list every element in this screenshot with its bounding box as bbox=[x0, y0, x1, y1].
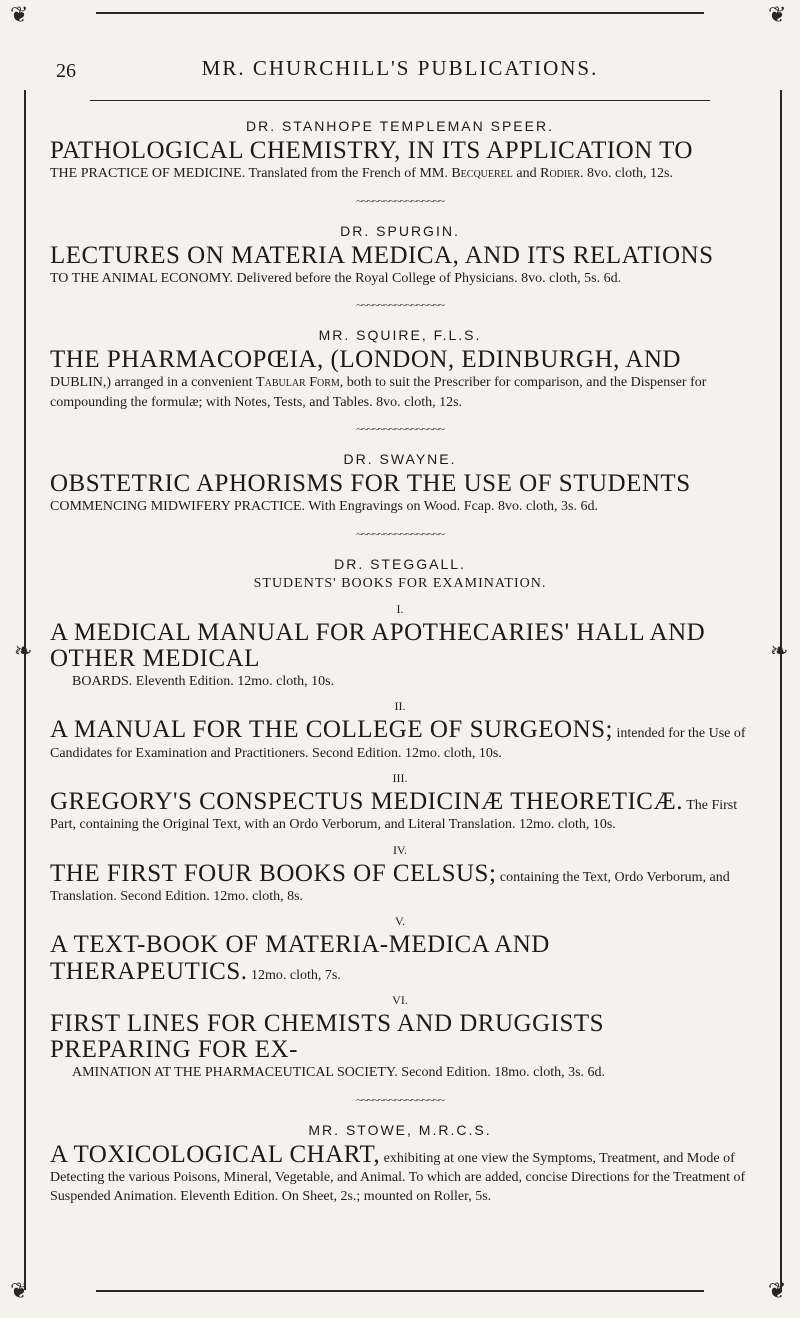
corner-ornament-icon: ❦ bbox=[768, 2, 787, 27]
book-entry: A TEXT-BOOK OF MATERIA-MEDICA AND THERAPEUTICS. 12mo. cloth, 7s. bbox=[50, 931, 550, 985]
divider-ornament: ~~~~~~~~~~~~~~~~ bbox=[356, 422, 444, 436]
entry-stowe bbox=[50, 1122, 750, 1207]
corner-ornament-icon: ❦ bbox=[768, 1278, 787, 1303]
book-title: A MANUAL FOR THE COLLEGE OF SURGEONS; bbox=[50, 716, 613, 744]
bottom-border-rule bbox=[96, 1290, 704, 1292]
corner-ornament-icon: ❦ bbox=[10, 2, 29, 27]
author-heading: DR. SWAYNE. bbox=[343, 451, 457, 467]
left-border-rule bbox=[24, 90, 26, 1290]
corner-ornament-icon: ❦ bbox=[10, 1278, 29, 1303]
book-entry: GREGORY'S CONSPECTUS MEDICINÆ THEORETICÆ. The First Part, containing the Original Text, with an Ordo Verborum, and Literal Translation. 12mo. cloth, 10s. bbox=[50, 788, 738, 833]
author-heading: MR. SQUIRE, F.L.S. bbox=[318, 327, 482, 344]
book-description: TO THE ANIMAL ECONOMY. Delivered before the Royal College of Physicians. 8vo. cloth, 5s. 6d. bbox=[50, 270, 622, 286]
side-ornament-icon: ❧ bbox=[14, 638, 33, 663]
book-title: FIRST LINES FOR CHEMISTS AND DRUGGISTS PREPARING FOR EX- bbox=[50, 1009, 605, 1064]
book-entry: THE FIRST FOUR BOOKS OF CELSUS; containing the Text, Ordo Verborum, and Translation. Second Edition. 12mo. cloth, 8s. bbox=[50, 859, 730, 904]
divider-ornament: ~~~~~~~~~~~~~~~~ bbox=[356, 193, 444, 208]
entry-spurgin bbox=[50, 223, 750, 289]
book-title: A TOXICOLOGICAL CHART, bbox=[50, 1140, 381, 1168]
divider-ornament: ~~~~~~~~~~~~~~~~ bbox=[356, 1092, 444, 1107]
book-title: GREGORY'S CONSPECTUS MEDICINÆ THEORETICÆ. bbox=[50, 788, 683, 815]
author-heading: DR. STANHOPE TEMPLEMAN SPEER. bbox=[246, 118, 554, 134]
book-numeral: II. bbox=[394, 699, 406, 714]
header-rule bbox=[90, 100, 710, 101]
book-numeral: I. bbox=[396, 601, 404, 616]
book-title: LECTURES ON MATERIA MEDICA, AND ITS RELATIONS bbox=[50, 241, 714, 269]
book-description: THE PRACTICE OF MEDICINE. Translated from the French of MM. Becquerel and Rodier. 8vo. cloth, 12s. bbox=[50, 166, 673, 182]
divider-ornament: ~~~~~~~~~~~~~~~~ bbox=[356, 298, 444, 313]
author-heading: DR. SPURGIN. bbox=[340, 222, 460, 239]
divider-ornament: ~~~~~~~~~~~~~~~~ bbox=[356, 526, 444, 541]
book-title: PATHOLOGICAL CHEMISTRY, IN ITS APPLICATION TO bbox=[50, 137, 693, 164]
book-description: DUBLIN,) arranged in a convenient Tabular Form, both to suit the Prescriber for comparison, and the Dispenser for compounding the formulæ; with Notes, Tests, and Tables. 8vo. cloth, 12s. bbox=[50, 375, 707, 410]
running-title: MR. CHURCHILL'S PUBLICATIONS. bbox=[201, 56, 599, 80]
running-header bbox=[40, 56, 760, 86]
right-border-rule bbox=[780, 90, 782, 1290]
book-description: AMINATION AT THE PHARMACEUTICAL SOCIETY. Second Edition. 18mo. cloth, 3s. 6d. bbox=[72, 1065, 606, 1081]
book-title: A TEXT-BOOK OF MATERIA-MEDICA AND THERAPEUTICS. bbox=[50, 931, 550, 985]
book-description: BOARDS. Eleventh Edition. 12mo. cloth, 10s. bbox=[72, 674, 335, 690]
book-entry: A TOXICOLOGICAL CHART, exhibiting at one view the Symptoms, Treatment, and Mode of Detecting the various Poisons, Mineral, Vegetable, and Animal. To which are added, concise Directions for the Treatment of Suspended Animation. Eleventh Edition. On Sheet, 2s.; mounted on Roller, 5s. bbox=[50, 1140, 746, 1205]
entry-squire bbox=[50, 327, 750, 412]
book-title: THE FIRST FOUR BOOKS OF CELSUS; bbox=[50, 859, 497, 887]
entry-swayne bbox=[50, 451, 750, 517]
book-title: A MEDICAL MANUAL FOR APOTHECARIES' HALL AND OTHER MEDICAL bbox=[50, 618, 706, 672]
entry-speer bbox=[50, 118, 750, 184]
book-numeral: VI. bbox=[392, 992, 408, 1007]
book-numeral: V. bbox=[394, 914, 406, 929]
author-heading: MR. STOWE, M.R.C.S. bbox=[308, 1121, 492, 1138]
author-heading: DR. STEGGALL. bbox=[334, 555, 466, 572]
book-description: COMMENCING MIDWIFERY PRACTICE. With Engravings on Wood. Fcap. 8vo. cloth, 3s. 6d. bbox=[50, 499, 598, 515]
entry-steggall bbox=[50, 556, 750, 1083]
book-title: OBSTETRIC APHORISMS FOR THE USE OF STUDENTS bbox=[50, 470, 691, 497]
page-number: 26 bbox=[56, 60, 76, 82]
book-numeral: III. bbox=[392, 771, 408, 785]
series-subheading: STUDENTS' BOOKS FOR EXAMINATION. bbox=[253, 575, 547, 591]
book-entry: A MANUAL FOR THE COLLEGE OF SURGEONS; intended for the Use of Candidates for Examination and Practitioners. Second Edition. 12mo. cloth, 10s. bbox=[50, 716, 746, 761]
side-ornament-icon: ❧ bbox=[770, 638, 789, 663]
book-title: THE PHARMACOPŒIA, (LONDON, EDINBURGH, AND bbox=[50, 346, 681, 374]
book-numeral: IV. bbox=[392, 842, 408, 857]
top-border-rule bbox=[96, 12, 704, 14]
catalogue-body bbox=[50, 104, 750, 1207]
